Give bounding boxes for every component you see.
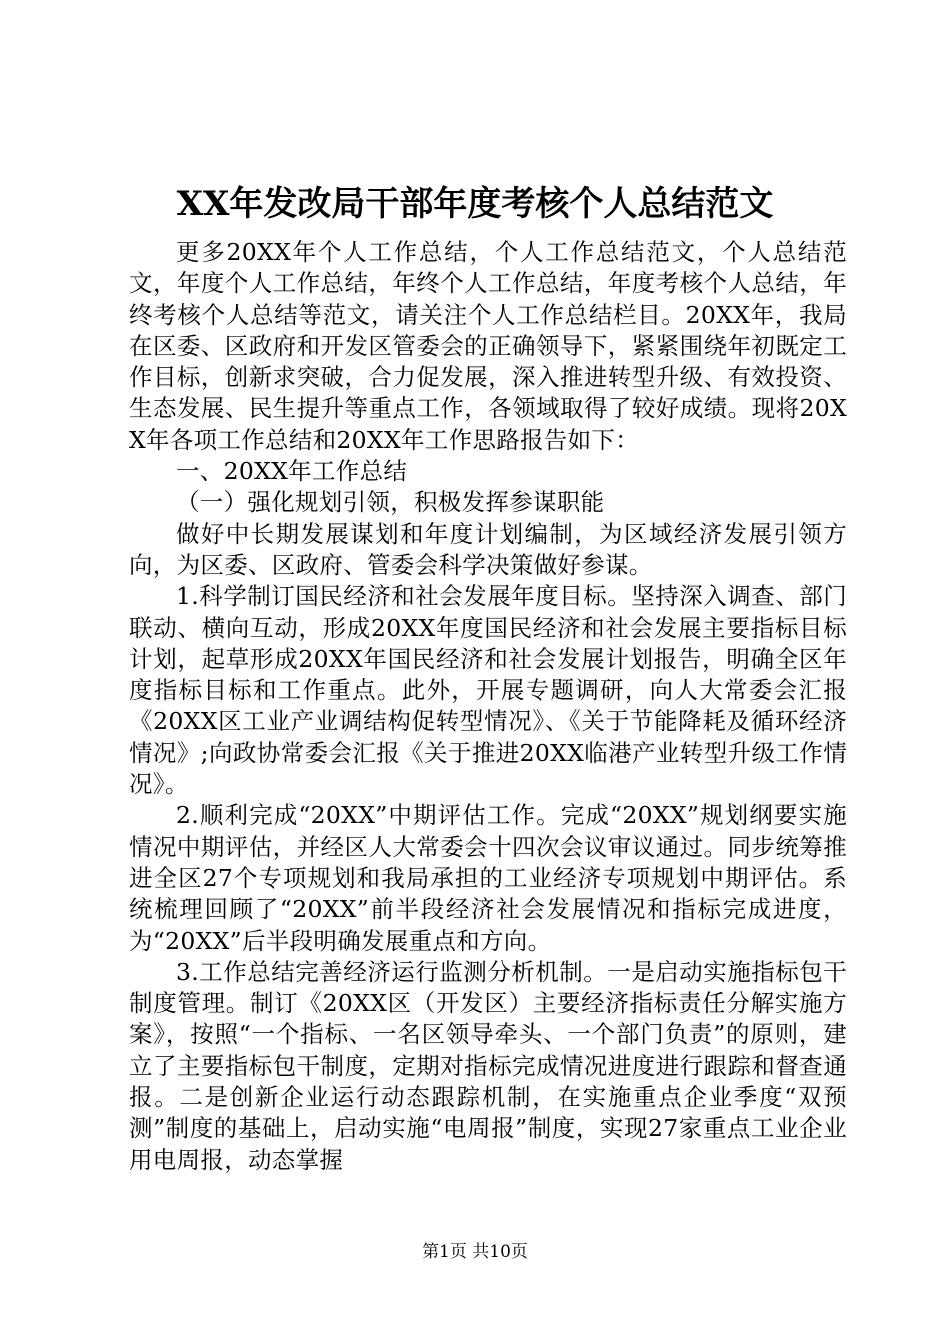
page-footer: 第1页 共10页 xyxy=(422,1242,528,1262)
document-body xyxy=(129,237,847,1176)
paragraph-item-2: 2.顺利完成“20XX”中期评估工作。完成“20XX”规划纲要实施情况中期评估，并经区人大常委会十四次会议审议通过。同步统筹推进全区27个专项规划和我局承担的工业经济专项规划中期评估。系统梳理回顾了“20XX”前半段经济社会发展情况和指标完成进度，为“20XX”后半段明确发展重点和方向。 xyxy=(129,801,847,955)
paragraph-subsection-heading: （一）强化规划引领，积极发挥参谋职能 xyxy=(176,488,605,517)
document-title: XX年发改局干部年度考核个人总结范文 xyxy=(176,184,774,224)
paragraph-item-1: 1.科学制订国民经济和社会发展年度目标。坚持深入调查、部门联动、横向互动，形成20XX年度国民经济和社会发展主要指标目标计划，起草形成20XX年国民经济和社会发展计划报告，明确全区年度指标目标和工作重点。此外，开展专题调研，向人大常委会汇报《20XX区工业产业调结构促转型情况》、《关于节能降耗及循环经济情况》;向政协常委会汇报《关于推进20XX临港产业转型升级工作情况》。 xyxy=(129,582,847,799)
paragraph-section-heading: 一、20XX年工作总结 xyxy=(176,457,408,486)
paragraph-intro: 更多20XX年个人工作总结，个人工作总结范文，个人总结范文，年度个人工作总结，年终个人工作总结，年度考核个人总结，年终考核个人总结等范文，请关注个人工作总结栏目。20XX年，我局在区委、区政府和开发区管委会的正确领导下，紧紧围绕年初既定工作目标，创新求突破，合力促发展，深入推进转型升级、有效投资、生态发展、民生提升等重点工作，各领域取得了较好成绩。现将20XX年各项工作总结和20XX年工作思路报告如下： xyxy=(129,238,847,454)
paragraph-item-3: 3.工作总结完善经济运行监测分析机制。一是启动实施指标包干制度管理。制订《20XX区（开发区）主要经济指标责任分解实施方案》，按照“一个指标、一名区领导牵头、一个部门负责”的原则，建立了主要指标包干制度，定期对指标完成情况进度进行跟踪和督查通报。二是创新企业运行动态跟踪机制，在实施重点企业季度“双预测”制度的基础上，启动实施“电周报”制度，实现27家重点工业企业用电周报，动态掌握 xyxy=(129,957,847,1174)
paragraph-planning: 做好中长期发展谋划和年度计划编制，为区域经济发展引领方向，为区委、区政府、管委会科学决策做好参谋。 xyxy=(129,519,847,579)
